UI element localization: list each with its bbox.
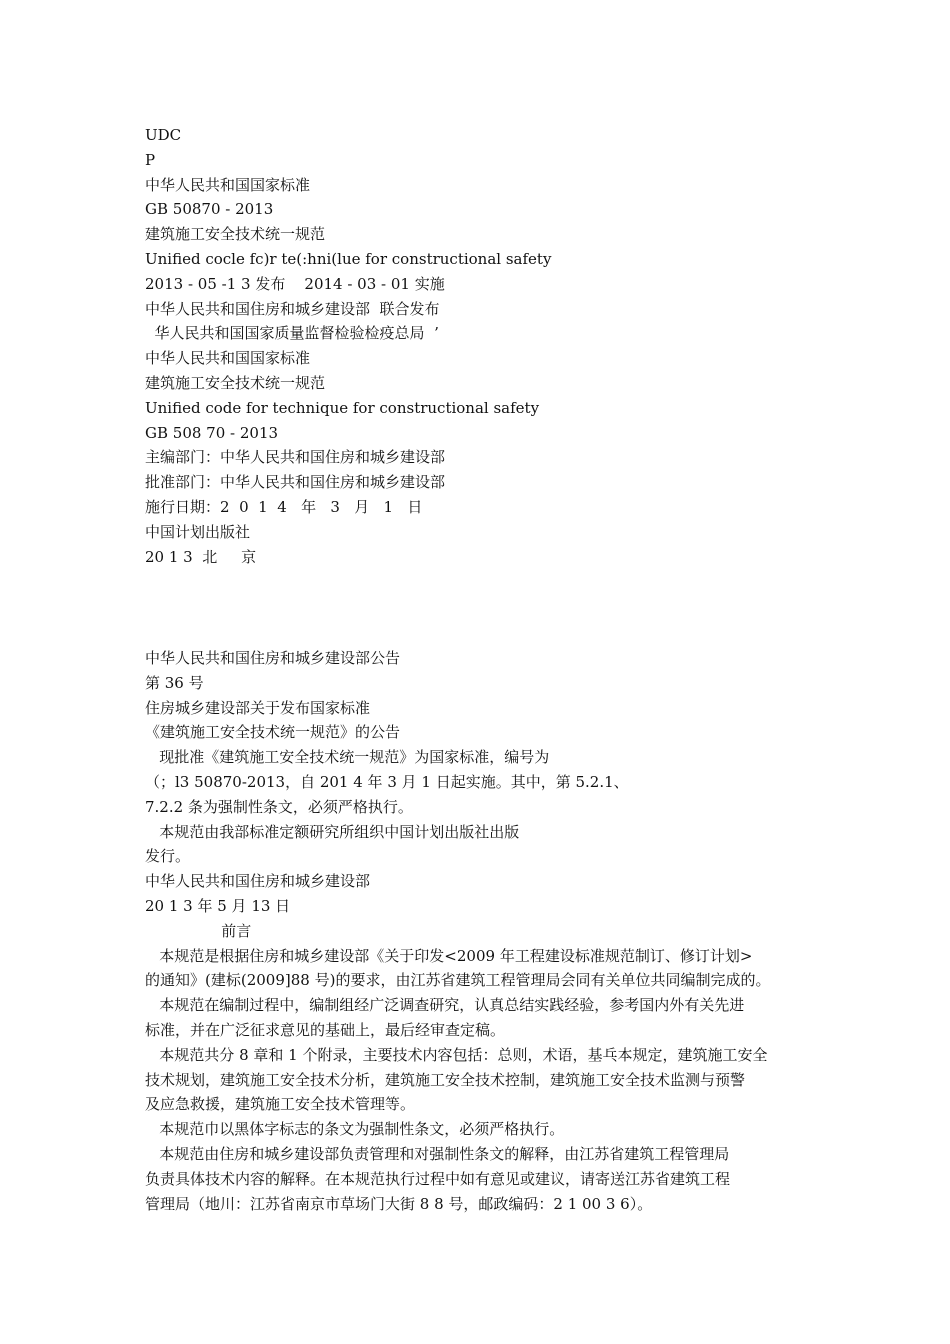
cover-line: UDC	[145, 126, 182, 144]
announcement-line: 7.2.2 条为强制性条文，必须严格执行。	[145, 797, 413, 816]
announcement-line: 前言	[145, 921, 252, 940]
announcement-line: 中华人民共和国住房和城乡建设部公告	[145, 649, 401, 667]
cover-line: P	[145, 150, 156, 169]
cover-line: Unified cocle fc)r te(:hni(lue for constructional safety	[145, 249, 552, 268]
cover-line: 建筑施工安全技术统一规范	[145, 373, 326, 392]
announcement-line: 本规范巾以黑体字标志的条文为强制性条文，必须严格执行。	[145, 1120, 565, 1139]
announcement-line: 的通知》(建标(2009]88 号)的要求，由江苏省建筑工程管理局会同有关单位共同编制完成的。	[145, 971, 771, 990]
announcement-line: 本规范由我部标准定额研究所组织中国计划出版社出版	[145, 822, 520, 841]
cover-line: 华人民共和国国家质量监督检验检疫总局 ’	[145, 324, 439, 343]
cover-line: 中华人民共和国住房和城乡建设部 联合发布	[145, 299, 440, 318]
cover-line: 建筑施工安全技术统一规范	[145, 225, 326, 244]
announcement-line: （；l3 50870-2013，自 201 4 年 3 月 1 日起实施。其中，第 5.2.1、	[145, 772, 629, 791]
cover-line: 中华人民共和国国家标准	[145, 175, 311, 194]
announcement-line: 《建筑施工安全技术统一规范》的公告	[145, 723, 401, 742]
announcement-line: 现批准《建筑施工安全技术统一规范》为国家标准，编号为	[145, 748, 550, 767]
announcement-line: 第 36 号	[145, 673, 204, 692]
announcement-line: 标准，并在广泛征求意见的基础上，最后经审查定稿。	[145, 1020, 506, 1039]
announcement-line: 发行。	[145, 847, 191, 866]
announcement-line: 管理局（地川：江苏省南京市草场门大街 8 8 号，邮政编码：2 1 00 3 6）。	[145, 1194, 653, 1213]
cover-section	[145, 123, 865, 569]
cover-line: 批准部门：中华人民共和国住房和城乡建设部	[145, 473, 446, 492]
cover-line: 中华人民共和国国家标准	[145, 349, 311, 368]
announcement-line: 中华人民共和国住房和城乡建设部	[145, 872, 371, 891]
cover-line: GB 50870 - 2013	[145, 200, 274, 219]
announcement-line: 技术规划，建筑施工安全技术分析，建筑施工安全技术控制，建筑施工安全技术监测与预警	[145, 1070, 746, 1089]
announcement-line: 本规范是根据住房和城乡建设部《关于印发<2009 年工程建设标准规范制订、修订计划>	[145, 946, 753, 965]
announcement-section	[145, 646, 865, 1216]
cover-line: 2013 - 05 -1 3 发布 2014 - 03 - 01 实施	[145, 274, 445, 293]
cover-line: 20 1 3 北 京	[145, 547, 257, 566]
announcement-line: 住房城乡建设部关于发布国家标准	[145, 698, 371, 717]
cover-line: 主编部门：中华人民共和国住房和城乡建设部	[145, 448, 446, 467]
announcement-line: 本规范共分 8 章和 1 个附录，主要技术内容包括：总则，术语，基乓本规定，建筑施工安全	[145, 1045, 768, 1064]
announcement-line: 本规范在编制过程中，编制组经广泛调查研究，认真总结实践经验，参考国内外有关先进	[145, 996, 745, 1015]
announcement-line: 负责具体技术内容的解释。在本规范执行过程中如有意见或建议，请寄送江苏省建筑工程	[145, 1169, 731, 1188]
announcement-line: 20 1 3 年 5 月 13 日	[145, 896, 291, 915]
cover-line: 中国计划出版社	[145, 522, 251, 541]
announcement-line: 及应急救援，建筑施工安全技术管理等。	[145, 1095, 416, 1114]
cover-line: Unified code for technique for constructional safety	[145, 398, 540, 417]
cover-line: 施行日期：2 0 1 4 年 3 月 1 日	[145, 497, 423, 516]
cover-line: GB 508 70 - 2013	[145, 423, 279, 442]
announcement-line: 本规范由住房和城乡建设部负责管理和对强制性条文的解释，由江苏省建筑工程管理局	[145, 1144, 730, 1163]
